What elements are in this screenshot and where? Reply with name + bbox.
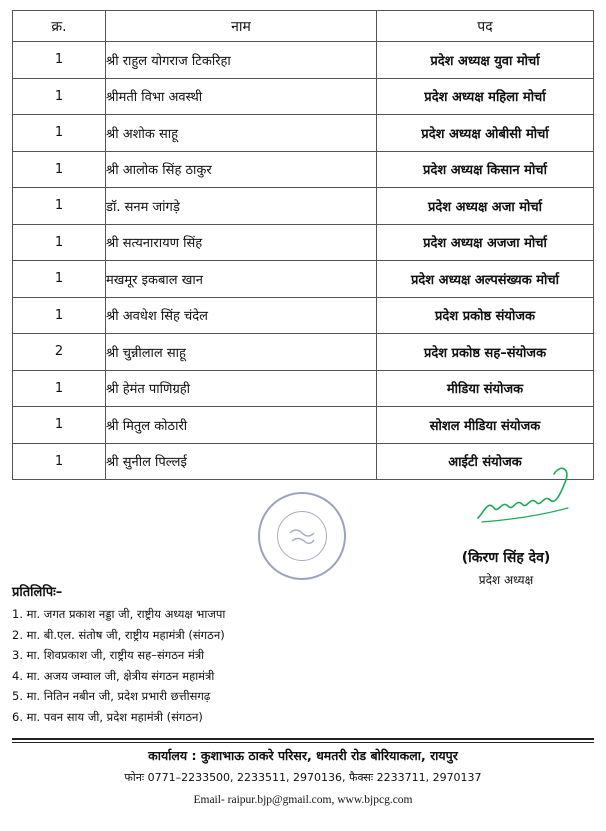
cell-post: प्रदेश प्रकोष्ठ सह–संयोजक bbox=[377, 334, 594, 371]
copy-to-item: 2. मा. बी.एल. संतोष जी, राष्ट्रीय महामंत्री (संगठन) bbox=[12, 627, 225, 642]
cell-name: श्रीमती विभा अवस्थी bbox=[106, 78, 377, 115]
cell-name: श्री अशोक साहू bbox=[106, 115, 377, 152]
copy-to-item: 4. मा. अजय जम्वाल जी, क्षेत्रीय संगठन महामंत्री bbox=[12, 668, 215, 683]
office-address: कार्यालय : कुशाभाऊ ठाकरे परिसर, धमतरी रोड बोरियाकला, रायपुर bbox=[148, 748, 458, 763]
header-name: नाम bbox=[106, 11, 377, 42]
cell-count: 1 bbox=[13, 443, 106, 480]
cell-count: 2 bbox=[13, 334, 106, 371]
cell-name: श्री मितुल कोठारी bbox=[106, 407, 377, 444]
cell-name: श्री सुनील पिल्लई bbox=[106, 443, 377, 480]
footer-divider bbox=[12, 738, 594, 740]
table-row bbox=[13, 115, 594, 152]
letter-footer bbox=[0, 746, 606, 810]
table-header-row bbox=[13, 11, 594, 42]
cell-count: 1 bbox=[13, 407, 106, 444]
table-row bbox=[13, 42, 594, 79]
table-row bbox=[13, 407, 594, 444]
cell-name: श्री अवधेश सिंह चंदेल bbox=[106, 297, 377, 334]
cell-count: 1 bbox=[13, 261, 106, 298]
cell-post: आईटी संयोजक bbox=[377, 443, 594, 480]
cell-count: 1 bbox=[13, 297, 106, 334]
cell-post: प्रदेश अध्यक्ष अल्पसंख्यक मोर्चा bbox=[377, 261, 594, 298]
copy-to-item: 5. मा. नितिन नबीन जी, प्रदेश प्रभारी छत्तीसगढ़ bbox=[12, 689, 211, 703]
copy-to-item: 1. मा. जगत प्रकाश नड्डा जी, राष्ट्रीय अध्यक्ष भाजपा bbox=[12, 607, 226, 621]
office-phone: फोनः 0771–2233500, 2233511, 2970136, फैक्सः 2233711, 2970137 bbox=[124, 771, 482, 784]
cell-post: प्रदेश अध्यक्ष अजजा मोर्चा bbox=[377, 224, 594, 261]
cell-count: 1 bbox=[13, 188, 106, 225]
table-row bbox=[13, 78, 594, 115]
table-row bbox=[13, 297, 594, 334]
cell-post: प्रदेश अध्यक्ष युवा मोर्चा bbox=[377, 42, 594, 79]
cell-post: सोशल मीडिया संयोजक bbox=[377, 407, 594, 444]
cell-name: श्री चुन्नीलाल साहू bbox=[106, 334, 377, 371]
cell-name: श्री राहुल योगराज टिकरिहा bbox=[106, 42, 377, 79]
seal-inner-ring bbox=[277, 511, 327, 561]
copy-to-heading: प्रतिलिपिः– bbox=[12, 585, 63, 600]
cell-post: प्रदेश प्रकोष्ठ संयोजक bbox=[377, 297, 594, 334]
seal-mark-icon bbox=[287, 525, 317, 547]
cell-count: 1 bbox=[13, 115, 106, 152]
copy-to-list bbox=[12, 604, 225, 727]
table-row bbox=[13, 334, 594, 371]
footer-divider-thin bbox=[12, 742, 594, 743]
cell-count: 1 bbox=[13, 42, 106, 79]
cell-name: डॉ. सनम जांगड़े bbox=[106, 188, 377, 225]
table-row bbox=[13, 188, 594, 225]
table-row bbox=[13, 370, 594, 407]
cell-post: प्रदेश अध्यक्ष किसान मोर्चा bbox=[377, 151, 594, 188]
cell-name: श्री आलोक सिंह ठाकुर bbox=[106, 151, 377, 188]
copy-to-item: 3. मा. शिवप्रकाश जी, राष्ट्रीय सह–संगठन मंत्री bbox=[12, 648, 205, 662]
office-email: Email- raipur.bjp@gmail.com, www.bjpcg.com bbox=[193, 794, 413, 806]
cell-post: प्रदेश अध्यक्ष महिला मोर्चा bbox=[377, 78, 594, 115]
cell-post: मीडिया संयोजक bbox=[377, 370, 594, 407]
header-post: पद bbox=[377, 11, 594, 42]
cell-count: 1 bbox=[13, 78, 106, 115]
cell-count: 1 bbox=[13, 370, 106, 407]
copy-to-item: 6. मा. पवन साय जी, प्रदेश महामंत्री (संगठन) bbox=[12, 709, 203, 724]
cell-name: श्री सत्यनारायण सिंह bbox=[106, 224, 377, 261]
cell-post: प्रदेश अध्यक्ष अजा मोर्चा bbox=[377, 188, 594, 225]
cell-count: 1 bbox=[13, 224, 106, 261]
signatory-name: (किरण सिंह देव) bbox=[461, 550, 551, 566]
signatory-block bbox=[426, 548, 586, 588]
table-row bbox=[13, 261, 594, 298]
cell-name: मखमूर इकबाल खान bbox=[106, 261, 377, 298]
header-serial: क्र. bbox=[13, 11, 106, 42]
table-row bbox=[13, 224, 594, 261]
appointments-table bbox=[12, 10, 594, 480]
cell-post: प्रदेश अध्यक्ष ओबीसी मोर्चा bbox=[377, 115, 594, 152]
handwritten-signature bbox=[468, 460, 578, 530]
cell-name: श्री हेमंत पाणिग्रही bbox=[106, 370, 377, 407]
office-seal-stamp bbox=[258, 492, 346, 580]
table-row bbox=[13, 151, 594, 188]
cell-count: 1 bbox=[13, 151, 106, 188]
signatory-designation: प्रदेश अध्यक्ष bbox=[478, 573, 534, 587]
